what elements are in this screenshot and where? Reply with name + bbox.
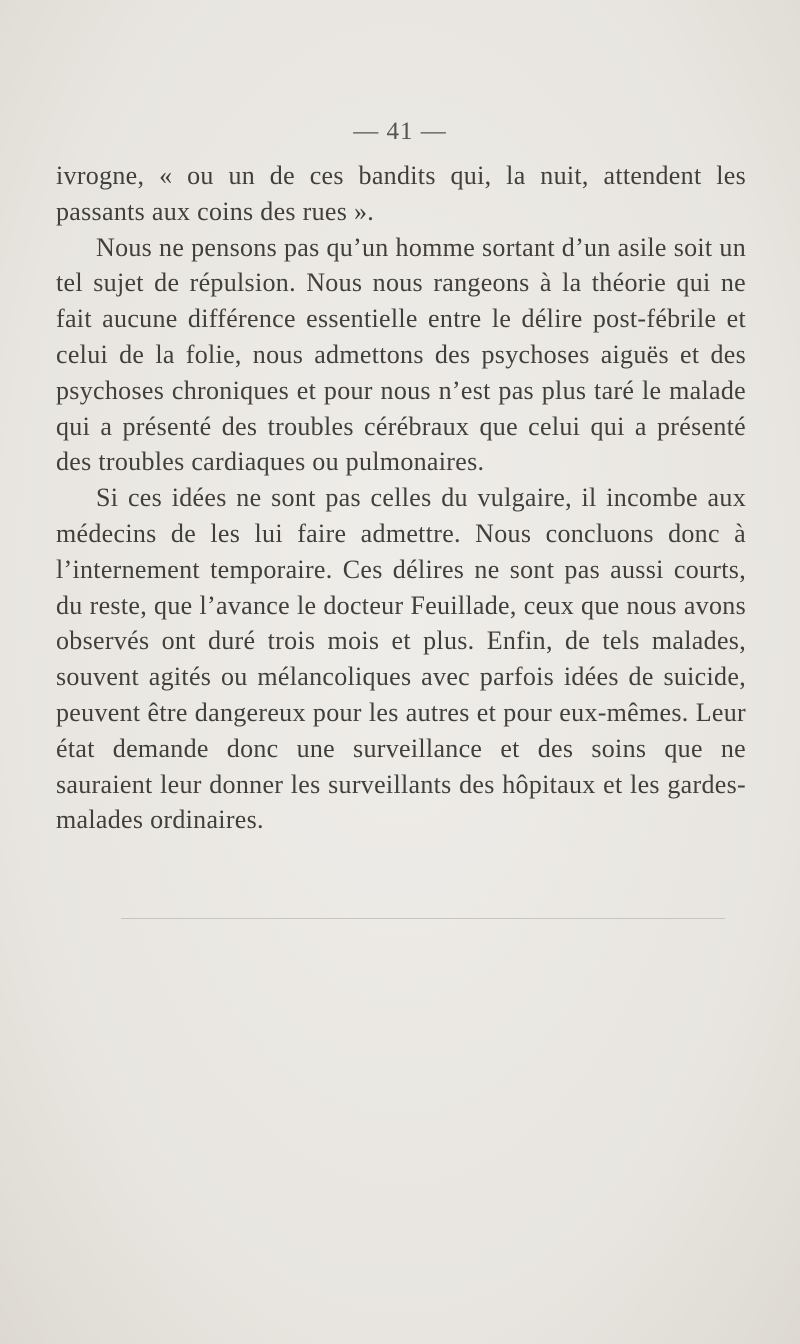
body-text bbox=[56, 158, 746, 838]
bottom-divider bbox=[121, 918, 725, 919]
paragraph-2: Nous ne pensons pas qu’un homme sortant d’un asile soit un tel sujet de répulsion. Nous nous rangeons à la théorie qui ne fait aucune différence essentielle entre le délire post-fébrile et celui de la folie, nous admettons des psychoses aiguës et des psychoses chroniques et pour nous n’est pas plus taré le malade qui a présenté des troubles cérébraux que celui qui a présenté des troubles cardiaques ou pulmonaires. bbox=[56, 232, 746, 477]
paragraph-3: Si ces idées ne sont pas celles du vulgaire, il incombe aux médecins de les lui faire admettre. Nous concluons donc à l’internement temporaire. Ces délires ne sont pas aussi courts, du reste, que l’avance le docteur Feuillade, ceux que nous avons observés ont duré trois mois et plus. Enfin, de tels malades, souvent agités ou mélancoliques avec parfois idées de suicide, peuvent être dangereux pour les autres et pour eux-mêmes. Leur état demande donc une surveillance et des soins que ne sauraient leur donner les surveillants des hôpitaux et les gardes-malades ordinaires. bbox=[56, 483, 746, 835]
paragraph-1: ivrogne, « ou un de ces bandits qui, la nuit, attendent les passants aux coins des rues ». bbox=[56, 161, 746, 226]
page-number-header: — 41 — bbox=[353, 118, 447, 145]
